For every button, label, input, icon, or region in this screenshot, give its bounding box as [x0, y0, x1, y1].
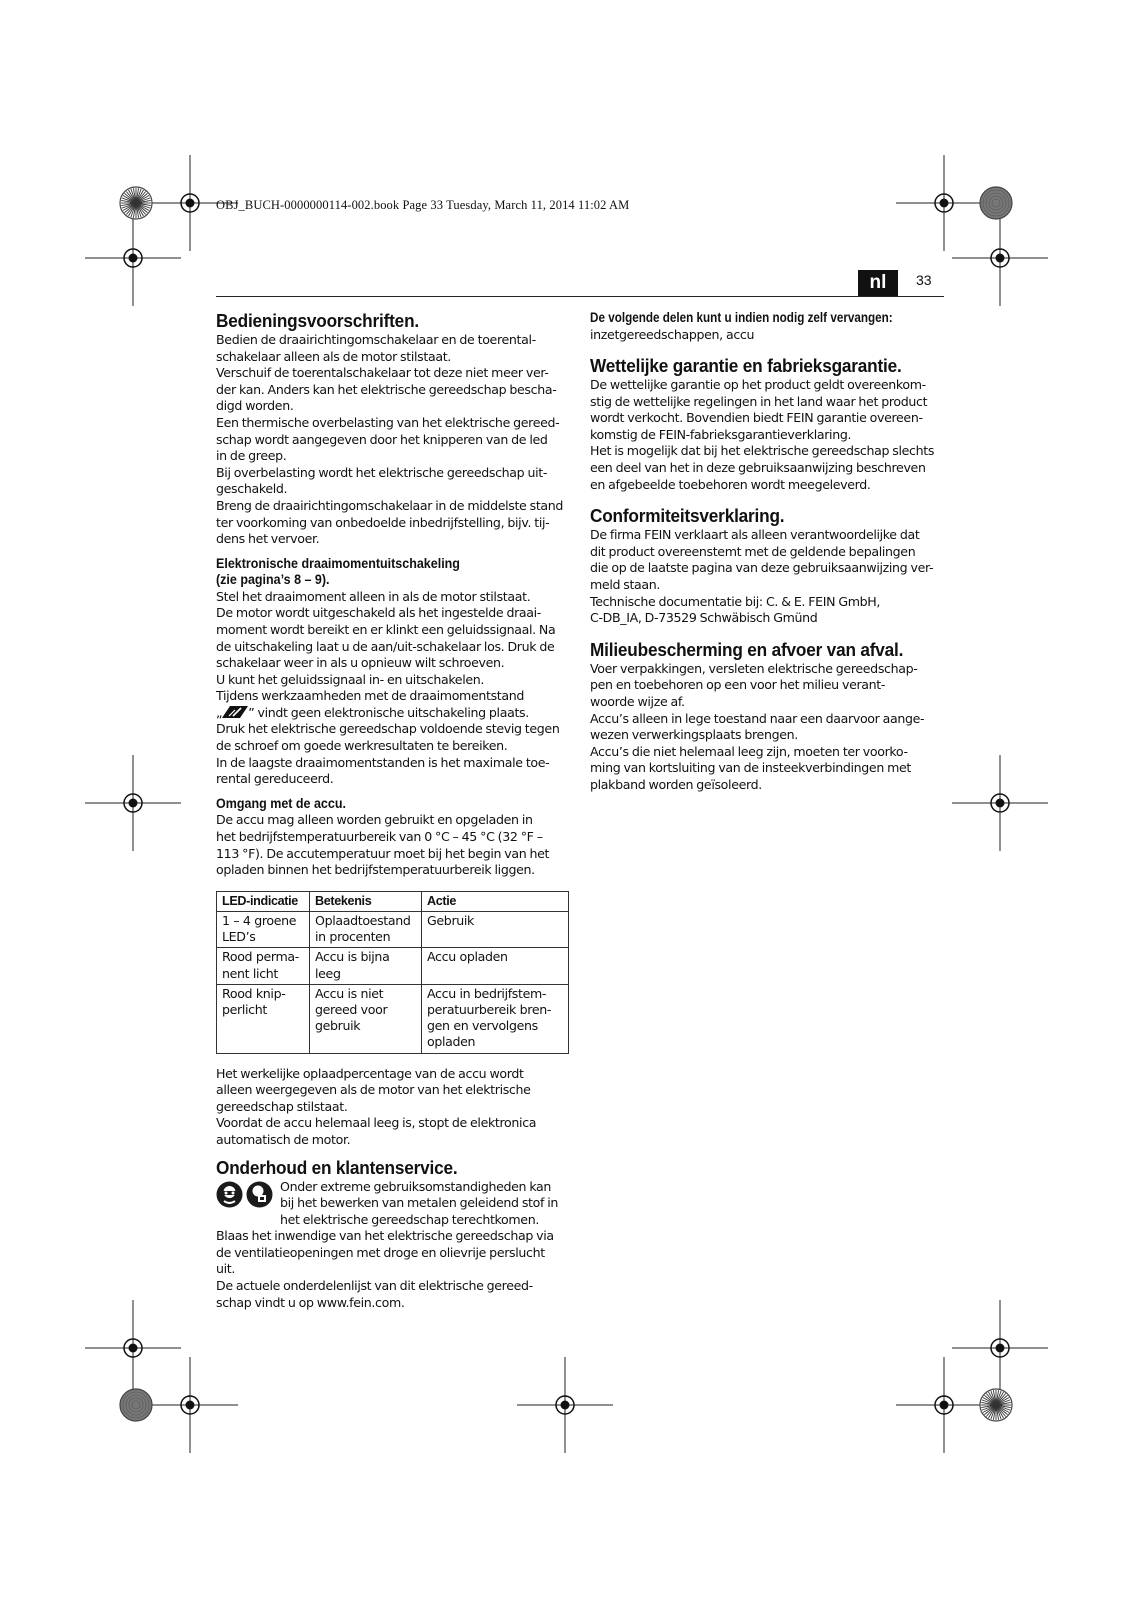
text-line: Oplaadtoestand — [315, 912, 411, 928]
text-line: Het werkelijke oplaadpercentage van de accu wordt — [216, 1065, 524, 1081]
table-row — [217, 984, 569, 1053]
section-heading-milieu: Milieubescherming en afvoer van afval. — [590, 638, 904, 660]
text-line: Druk het elektrische gereedschap voldoende stevig tegen — [216, 721, 560, 737]
text-line: geschakeld. — [216, 481, 288, 497]
text-line: een deel van het in deze gebruiksaanwijzing beschreven — [590, 460, 926, 476]
text-line: U kunt het geluidssignaal in- en uitschakelen. — [216, 671, 485, 687]
text-line: meld staan. — [590, 577, 661, 593]
text-line: Stel het draaimoment alleen in als de motor stilstaat. — [216, 588, 531, 604]
text-line: dens het vervoer. — [216, 531, 320, 547]
text-line: Rood knip- — [222, 985, 286, 1001]
safety-note — [216, 1179, 570, 1229]
language-badge: nl — [858, 270, 898, 296]
table-cell — [217, 911, 310, 947]
registration-mark-icon — [940, 1401, 949, 1410]
text-line: woorde wijze af. — [590, 694, 685, 709]
paragraph — [216, 688, 570, 721]
text-line: De firma FEIN verklaart als alleen verantwoordelijke dat — [590, 527, 920, 543]
text-line: gebruik — [315, 1018, 361, 1034]
subheading-omgang-accu: Omgang met de accu. — [216, 795, 346, 811]
text-fragment: ” vindt geen elektronische uitschakeling plaats. — [248, 704, 529, 720]
text-line: wordt verkocht. Bovendien biedt FEIN garantie overeen- — [590, 410, 923, 426]
paragraph — [216, 589, 570, 606]
text-line: 1 – 4 groene — [222, 912, 297, 928]
text-line: Elektronische draaimomentuitschakeling — [216, 555, 460, 571]
table-header-cell: LED-indicatie — [217, 891, 310, 911]
paragraph — [590, 711, 944, 744]
paragraph — [216, 1066, 570, 1116]
text-line: perlicht — [222, 1001, 267, 1017]
text-line: rental gereduceerd. — [216, 771, 334, 787]
text-line: (zie pagina’s 8 – 9). — [216, 572, 330, 588]
text-line: schakelaar alleen als de motor stilstaat. — [216, 348, 451, 364]
table-header-cell: Actie — [422, 891, 569, 911]
text-line: het bedrijfstemperatuurbereik van 0 °C – 45 °C (32 °F – — [216, 828, 543, 844]
paragraph — [216, 465, 570, 498]
registration-mark-icon — [996, 799, 1005, 808]
section-heading-conformiteit: Conformiteitsverklaring. — [590, 505, 785, 527]
text-line: Breng de draairichtingomschakelaar in de middelste stand — [216, 497, 564, 513]
text-line: dit product overeenstemt met de geldende bepalingen — [590, 543, 916, 559]
text-line: 113 °F). De accutemperatuur moet bij het begin van het — [216, 845, 550, 861]
paragraph — [216, 672, 570, 689]
table-header-cell: Betekenis — [310, 891, 422, 911]
text-line: moment wordt bereikt en er klinkt een geluidssignaal. Na — [216, 621, 556, 637]
text-line: leeg — [315, 965, 341, 981]
text-line: C-DB_IA, D-73529 Schwäbisch Gmünd — [590, 610, 818, 626]
header-rule — [216, 296, 944, 297]
table-cell — [310, 984, 422, 1053]
text-line: gen en vervolgens — [427, 1018, 538, 1034]
registration-mark-icon — [186, 199, 195, 208]
text-line: Gebruik — [427, 912, 475, 928]
text-line: uit. — [216, 1261, 236, 1277]
text-line: Blaas het inwendige van het elektrische gereedschap via — [216, 1228, 554, 1244]
paragraph — [216, 498, 570, 548]
text-line: die op de laatste pagina van deze gebruiksaanwijzing ver- — [590, 560, 934, 576]
text-line: ter voorkoming van onbedoelde inbedrijfstelling, bijv. tij- — [216, 514, 550, 530]
text-line: komstig de FEIN-fabrieksgarantieverklaring. — [590, 426, 852, 442]
registration-mark-icon — [186, 1401, 195, 1410]
paragraph — [216, 812, 570, 878]
text-line: Technische documentatie bij: C. & E. FEIN GmbH, — [590, 593, 881, 609]
text-line: LED’s — [222, 929, 256, 945]
text-line: Een thermische overbelasting van het elektrische gereed- — [216, 414, 560, 430]
text-line: pen en toebehoren op een voor het milieu verant- — [590, 677, 886, 693]
subheading-zelf-vervangen: De volgende delen kunt u indien nodig zelf vervangen: — [590, 310, 893, 325]
text-line: de ventilatieopeningen met droge en olievrije perslucht — [216, 1244, 545, 1260]
paragraph — [216, 1115, 570, 1148]
color-target-icon — [980, 187, 1012, 219]
text-line: gereedschap stilstaat. — [216, 1098, 348, 1114]
text-line: peratuurbereik bren- — [427, 1001, 552, 1017]
subheading-elektronische-uitschakeling — [216, 556, 542, 589]
text-line: Onder extreme gebruiksomstandigheden kan — [280, 1178, 552, 1194]
paragraph — [216, 332, 570, 365]
paragraph — [590, 661, 944, 711]
eye-protection-icon — [216, 1181, 243, 1208]
text-line: Accu is bijna — [315, 949, 390, 965]
table-row — [217, 948, 569, 984]
text-line: gereed voor — [315, 1001, 388, 1017]
text-line: De motor wordt uitgeschakeld als het ingestelde draai- — [216, 605, 541, 621]
text-line: alleen weergegeven als de motor van het elektrische — [216, 1082, 531, 1098]
screwdriving-symbol-icon — [222, 706, 248, 718]
text-line: De accu mag alleen worden gebruikt en opgeladen in — [216, 812, 533, 828]
paragraph — [216, 1228, 570, 1278]
text-line: ming van kortsluiting van de insteekverbindingen met — [590, 760, 912, 776]
text-line: de uitschakeling laat u de aan/uit-schakelaar los. Druk de — [216, 638, 555, 654]
table-row — [217, 911, 569, 947]
paragraph: inzetgereedschappen, accu — [590, 326, 755, 342]
section-heading-bediening: Bedieningsvoorschriften. — [216, 310, 420, 331]
book-header-line: OBJ_BUCH-0000000114-002.book Page 33 Tuesday, March 11, 2014 11:02 AM — [216, 198, 630, 212]
text-line: automatisch de motor. — [216, 1131, 351, 1147]
registration-mark-icon — [561, 1401, 570, 1410]
text-line: Accu is niet — [315, 985, 384, 1001]
text-line: in procenten — [315, 929, 391, 945]
text-line: Het is mogelijk dat bij het elektrische gereedschap slechts — [590, 443, 935, 459]
text-line: De wettelijke garantie op het product geldt overeenkom- — [590, 377, 926, 393]
registration-mark-icon — [940, 199, 949, 208]
section-heading-garantie: Wettelijke garantie en fabrieksgarantie. — [590, 355, 902, 377]
text-line: der kan. Anders kan het elektrische gereedschap bescha- — [216, 381, 557, 397]
registration-mark-icon — [996, 254, 1005, 263]
text-line: nent licht — [222, 965, 278, 981]
text-line: en afgebeelde toebehoren wordt meegeleverd. — [590, 476, 871, 492]
paragraph — [216, 605, 570, 671]
table-cell — [217, 984, 310, 1053]
text-line: schap wordt aangegeven door het knipperen van de led — [216, 431, 548, 447]
registration-mark-icon — [996, 1344, 1005, 1353]
text-line: de schroef om goede werkresultaten te bereiken. — [216, 738, 508, 754]
text-line: Accu’s alleen in lege toestand naar een daarvoor aange- — [590, 710, 925, 726]
section-heading-onderhoud: Onderhoud en klantenservice. — [216, 1156, 458, 1178]
text-line: schakelaar weer in als u opnieuw wilt schroeven. — [216, 655, 505, 671]
led-indicator-table — [216, 891, 569, 1054]
paragraph — [216, 755, 570, 788]
text-line: in de greep. — [216, 448, 287, 464]
right-column — [590, 310, 944, 794]
text-line: plakband worden geïsoleerd. — [590, 776, 762, 792]
text-line: Voordat de accu helemaal leeg is, stopt de elektronica — [216, 1115, 537, 1131]
text-line: Bedien de draairichtingomschakelaar en de toerental- — [216, 332, 536, 347]
text-line: De actuele onderdelenlijst van dit elektrische gereed- — [216, 1278, 533, 1294]
paragraph — [216, 721, 570, 754]
text-line: Accu’s die niet helemaal leeg zijn, moeten ter voorko- — [590, 743, 908, 759]
text-line: Accu in bedrijfstem- — [427, 985, 547, 1001]
text-line: Tijdens werkzaamheden met de draaimomentstand — [216, 688, 525, 704]
dust-mask-icon — [246, 1181, 273, 1208]
text-line: Bij overbelasting wordt het elektrische gereedschap uit- — [216, 464, 548, 480]
table-cell — [422, 948, 569, 984]
text-line: bij het bewerken van metalen geleidend stof in — [280, 1195, 559, 1211]
table-cell — [422, 984, 569, 1053]
text-line: digd worden. — [216, 398, 294, 414]
paragraph — [590, 594, 944, 627]
left-column — [216, 310, 570, 1311]
text-line: In de laagste draaimomentstanden is het maximale toe- — [216, 754, 550, 770]
registration-mark-icon — [129, 254, 138, 263]
text-line: schap vindt u op www.fein.com. — [216, 1294, 405, 1310]
table-cell — [422, 911, 569, 947]
paragraph — [280, 1179, 570, 1229]
text-line: het elektrische gereedschap terechtkomen. — [280, 1211, 539, 1227]
paragraph — [216, 415, 570, 465]
text-line: Accu opladen — [427, 949, 508, 965]
text-fragment: „ — [216, 704, 223, 720]
text-line: Rood perma- — [222, 949, 299, 965]
text-line: stig de wettelijke regelingen in het land waar het product — [590, 393, 928, 409]
safety-icons — [216, 1181, 280, 1209]
text-line: Verschuif de toerentalschakelaar tot deze niet meer ver- — [216, 365, 549, 381]
text-line: opladen — [427, 1034, 476, 1050]
text-line: wezen verwerkingsplaats brengen. — [590, 727, 798, 743]
paragraph — [590, 443, 944, 493]
paragraph — [590, 527, 944, 593]
paragraph — [216, 365, 570, 415]
paragraph — [590, 744, 944, 794]
text-line: Voer verpakkingen, versleten elektrische gereedschap- — [590, 660, 918, 676]
page-number: 33 — [916, 272, 932, 288]
table-cell — [310, 911, 422, 947]
registration-mark-icon — [129, 799, 138, 808]
table-cell — [310, 948, 422, 984]
paragraph — [590, 377, 944, 443]
text-line: opladen binnen het bedrijfstemperatuurbereik liggen. — [216, 862, 535, 878]
registration-mark-icon — [129, 1344, 138, 1353]
table-cell — [217, 948, 310, 984]
color-target-icon — [120, 1389, 152, 1421]
paragraph — [216, 1278, 570, 1311]
